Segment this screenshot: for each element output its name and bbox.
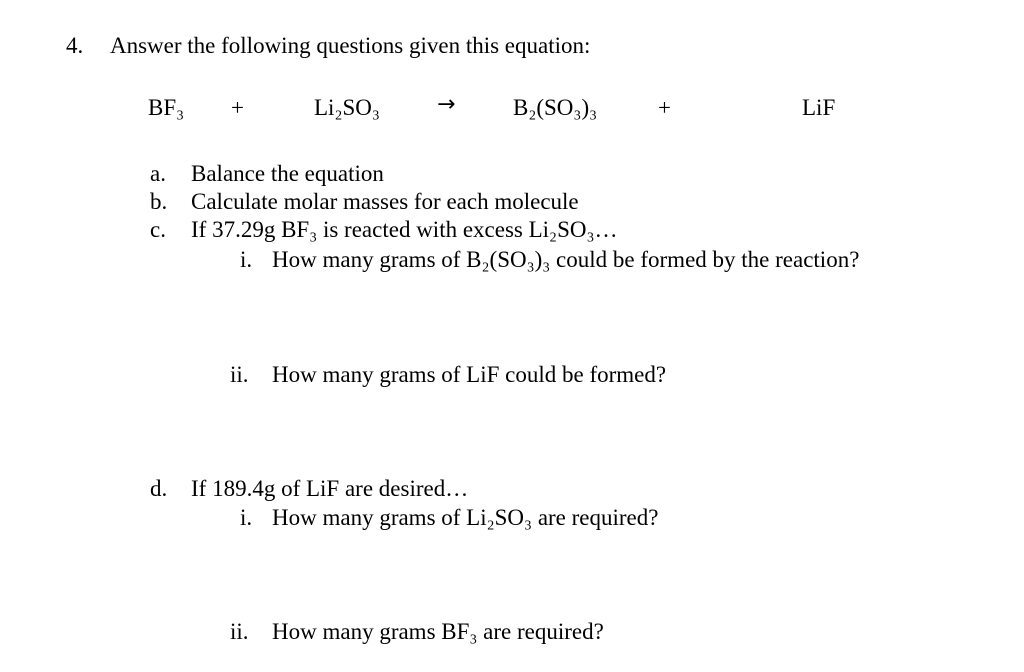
reactant-li2so3: Li₂SO₃ [314, 95, 380, 120]
product-b2so33: B₂(SO₃)₃ [513, 95, 598, 120]
part-d-ii-numeral: ii. [230, 619, 249, 644]
reactant-bf3: BF₃ [148, 95, 185, 120]
part-d-text: If 189.4g of LiF are desired… [191, 476, 469, 501]
part-c-text: If 37.29g BF₃ is reacted with excess Li₂SO₃… [191, 217, 618, 242]
part-b-text: Calculate molar masses for each molecule [191, 189, 579, 214]
part-a-text: Balance the equation [191, 161, 384, 186]
reaction-arrow-icon: → [437, 92, 456, 117]
part-c-i-text: How many grams of B₂(SO₃)₃ could be formed by the reaction? [272, 247, 860, 272]
question-number: 4. [66, 33, 84, 58]
part-c-ii-text: How many grams of LiF could be formed? [272, 362, 667, 387]
part-d-i-text: How many grams of Li₂SO₃ are required? [272, 505, 659, 530]
part-c-ii-numeral: ii. [230, 362, 249, 387]
plus-sign-2: + [658, 95, 671, 120]
part-b-letter: b. [150, 189, 168, 214]
plus-sign-1: + [231, 95, 244, 120]
part-d-ii-text: How many grams BF₃ are required? [272, 619, 604, 644]
part-d-i-numeral: i. [240, 505, 253, 530]
part-a-letter: a. [150, 161, 166, 186]
part-c-i-numeral: i. [240, 247, 253, 272]
question-title: Answer the following questions given this equation: [110, 33, 591, 58]
product-lif: LiF [802, 95, 836, 120]
part-c-letter: c. [150, 217, 166, 242]
part-d-letter: d. [150, 476, 168, 501]
